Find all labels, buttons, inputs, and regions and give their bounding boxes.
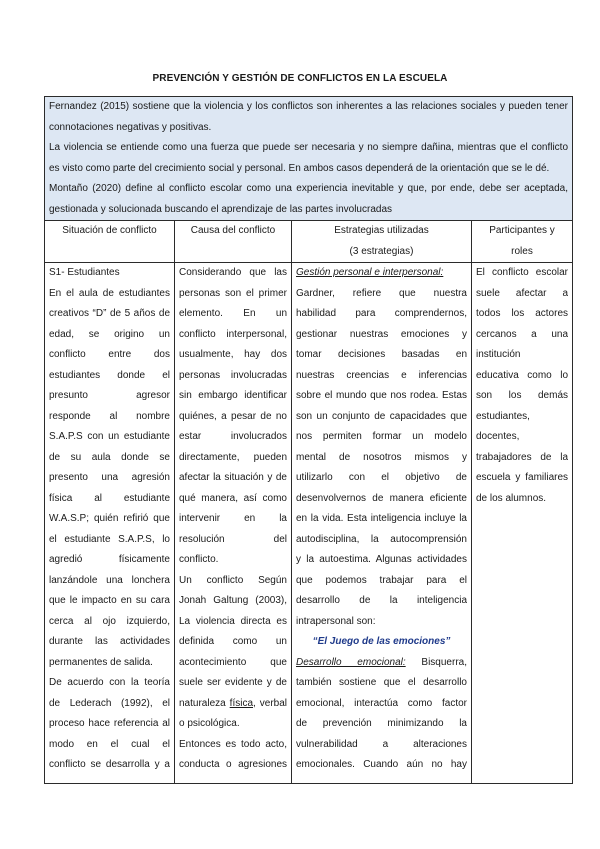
col2-line: o psicológica.: [179, 718, 240, 729]
col3a-line: desarrollo de la inteligencia: [296, 595, 467, 606]
col2-line: acontecimiento que: [179, 656, 287, 668]
col2-line: conflicto.: [179, 554, 219, 565]
col2-line: definida como un: [179, 636, 287, 647]
col2-line: estar involucrados: [179, 431, 287, 442]
intro-cell: [45, 97, 573, 221]
col3a-line: Gardner, refiere que nuestra: [296, 287, 467, 299]
col1-line: En el aula de estudiantes: [49, 287, 170, 299]
strategy-heading-personal: Gestión personal e interpersonal:: [296, 267, 444, 278]
col2-line: conducta o agresiones: [179, 759, 287, 770]
col3b-line: también sostiene que el desarrollo: [296, 677, 467, 688]
col2-line: sin embargo identificar: [179, 390, 287, 401]
col1-line: modo en el cual el: [49, 738, 170, 750]
col4-line: son los demás: [476, 390, 569, 401]
situation-cell: [45, 263, 175, 784]
situation-text: [49, 263, 170, 780]
col4-line: escuela y familiares: [476, 472, 569, 483]
col2-line: afectar la situación y de: [179, 472, 287, 483]
intro-paragraph-2: La violencia se entiende como una fuerza que puede ser necesaria y no siempre dañina, mientras que el conflicto es visto como parte del crecimiento social y personal. En ambos casos dependerá de la orientación que se le dé.: [49, 142, 569, 174]
col2-line: usualmente, hay dos: [179, 349, 287, 360]
col4-line: estudiantes,: [476, 410, 530, 422]
col1-line: W.A.S.P; quién refirió que: [49, 513, 170, 524]
col3a-line: desenvolvernos de manera eficiente: [296, 492, 467, 504]
page-title: PREVENCIÓN Y GESTIÓN DE CONFLICTOS EN LA ESCUELA: [152, 73, 448, 84]
col3a-line: autodisciplina, la autocomprensión: [296, 533, 467, 545]
col2-line: elemento. En un: [179, 308, 287, 319]
col1-line: lanzándole una lonchera: [49, 574, 170, 586]
col2-line: conflicto interpersonal,: [179, 328, 287, 340]
col1-line: de Lederach (1992), el: [49, 697, 170, 709]
col2-line: Entonces es todo acto,: [179, 738, 287, 750]
col1-line: permanentes de salida.: [49, 656, 153, 668]
col1-line: presento una agresión: [49, 472, 170, 483]
col3a-line: mental de nosotros mismos y: [296, 451, 467, 463]
col1-line: durante las actividades: [49, 636, 170, 647]
col3a-line: nuestras creencias e inferencias: [296, 369, 467, 381]
col2-line: quiénes, a pesar de no: [179, 410, 287, 422]
col3b-line: vulnerabilidad a alteraciones: [296, 738, 467, 750]
col4-line: todos los actores: [476, 308, 569, 319]
col1-line: De acuerdo con la teoría: [49, 677, 170, 688]
intro-paragraph-1: Fernandez (2015) sostiene que la violencia y los conflictos son inherentes a las relaciones sociales y pueden tener connotaciones negativas y positivas.: [49, 101, 569, 133]
participants-cell: [472, 263, 573, 784]
col1-line: presunto agresor: [49, 390, 170, 401]
col1-line: conflicto se desarrolla y a: [49, 759, 170, 770]
col1-line: S.A.P.S con un estudiante: [49, 431, 170, 442]
col4-line: trabajadores de la: [476, 451, 569, 463]
col2-line: Considerando que las: [179, 267, 287, 278]
col3a-line: intrapersonal son:: [296, 615, 376, 627]
col3a-line: gestionar nuestras emociones y: [296, 328, 467, 340]
col3a-line: que podemos trabajar para el: [296, 574, 467, 586]
col3a-line: nos permiten formar un modelo: [296, 431, 467, 442]
col3a-line: habilidad para comprendernos,: [296, 308, 467, 319]
col2-line: qué manera, así como: [179, 492, 287, 504]
col1-line: edad, se origino un: [49, 328, 170, 340]
col4-line: cercanos a una: [476, 328, 569, 340]
col1-line: de su aula donde se: [49, 451, 170, 463]
col1-line: conflicto entre dos: [49, 349, 170, 360]
col4-line: de los alumnos.: [476, 492, 547, 504]
col2-line: personas son el primer: [179, 287, 287, 299]
col2-line: personas involucradas: [179, 369, 287, 381]
col4-line: docentes,: [476, 431, 520, 442]
cause-text: [179, 263, 287, 780]
col4-line: El conflicto escolar: [476, 267, 569, 278]
header-situation: Situación de conflicto: [45, 221, 175, 263]
col3a-line: tomar decisiones basadas en: [296, 349, 467, 360]
header-strategies: Estrategias utilizadas (3 estrategias): [292, 221, 472, 263]
header-participants: Participantes y roles: [472, 221, 573, 263]
col1-line: creativos “D” de 5 años de: [49, 308, 170, 319]
strategies-text: Gestión personal e interpersonal: Gardner, refiere que nuestra habilidad para comprendernos, gestionar nuestras emociones y tomar decisiones basadas en nuestras creencias e inferencias sobre el mundo que nos rodea. Estas son un conjunto de capacidades que nos permiten formar un modelo mental de nosotros mismos y utilizarlo con el objetivo de desenvolvernos de manera eficiente en la vida. Esta inteligencia incluye la autodisciplina, la autocomprensión y la autoestima. Algunas actividades que podemos trabajar para el desarrollo de la inteligencia intrapersonal son: “El Juego de las emociones” Desarrollo emocional: Bisquerra, también sostiene que el desarrollo emocional, interactúa como factor de prevención minimizando la vulnerabilidad a alteraciones emocionales. Cuando aún no hay: [296, 263, 467, 780]
strategies-cell: [292, 263, 472, 784]
col3b-line: emocionales. Cuando aún no hay: [296, 759, 467, 770]
conflict-table: [44, 96, 573, 784]
header-cause: Causa del conflicto: [175, 221, 292, 263]
col2-line: Un conflicto Según: [179, 574, 287, 586]
col1-line: agredió físicamente: [49, 554, 170, 565]
activity-title: “El Juego de las emociones”: [312, 636, 451, 647]
col4-line: suele afectar a: [476, 287, 569, 299]
col4-line: educativa como lo: [476, 369, 569, 381]
cause-cell: [175, 263, 292, 784]
col1-line: proceso hace referencia al: [49, 718, 170, 729]
col1-line: que le impacto en su cara: [49, 595, 170, 606]
col3a-line: son un conjunto de capacidades que: [296, 410, 467, 422]
col2-line: suele ser evidente y de: [179, 677, 287, 688]
col3b-line: emocional, interactúa como factor: [296, 697, 467, 709]
strategy-heading-emotional: Desarrollo emocional:: [296, 656, 406, 668]
col3a-line: en la vida. Esta inteligencia incluye la: [296, 513, 467, 524]
col3a-line: y la autoestima. Algunas actividades: [296, 554, 467, 565]
col1-line: S1- Estudiantes: [49, 267, 120, 278]
col3b-line: de prevención minimizando la: [296, 718, 467, 729]
col2-line: La violencia directa es: [179, 615, 287, 627]
col4-line: institución: [476, 349, 521, 360]
col2-line: Jonah Galtung (2003),: [179, 595, 287, 606]
col2-line: directamente, pueden: [179, 451, 287, 463]
intro-paragraph-3: Montaño (2020) define al conflicto escolar como una experiencia inevitable y que, por ende, debe ser aceptada, gestionada y solucionada buscando el aprendizaje de las partes involucradas: [49, 183, 569, 215]
col1-line: el estudiante S.A.P.S, lo: [49, 533, 170, 545]
col1-line: estudiantes donde el: [49, 369, 170, 381]
col1-line: responde al nombre: [49, 410, 170, 422]
col3a-line: utilizarlo con el objetivo de: [296, 472, 467, 483]
col2-line: resolución del: [179, 533, 287, 545]
col1-line: física al estudiante: [49, 492, 170, 504]
participants-text: [476, 263, 568, 780]
col2-line: naturaleza física, verbal: [179, 697, 287, 709]
col1-line: cerca al ojo izquierdo,: [49, 615, 170, 627]
col2-line: intervenir en la: [179, 513, 287, 524]
col3a-line: sobre el mundo que nos rodea. Estas: [296, 390, 467, 401]
